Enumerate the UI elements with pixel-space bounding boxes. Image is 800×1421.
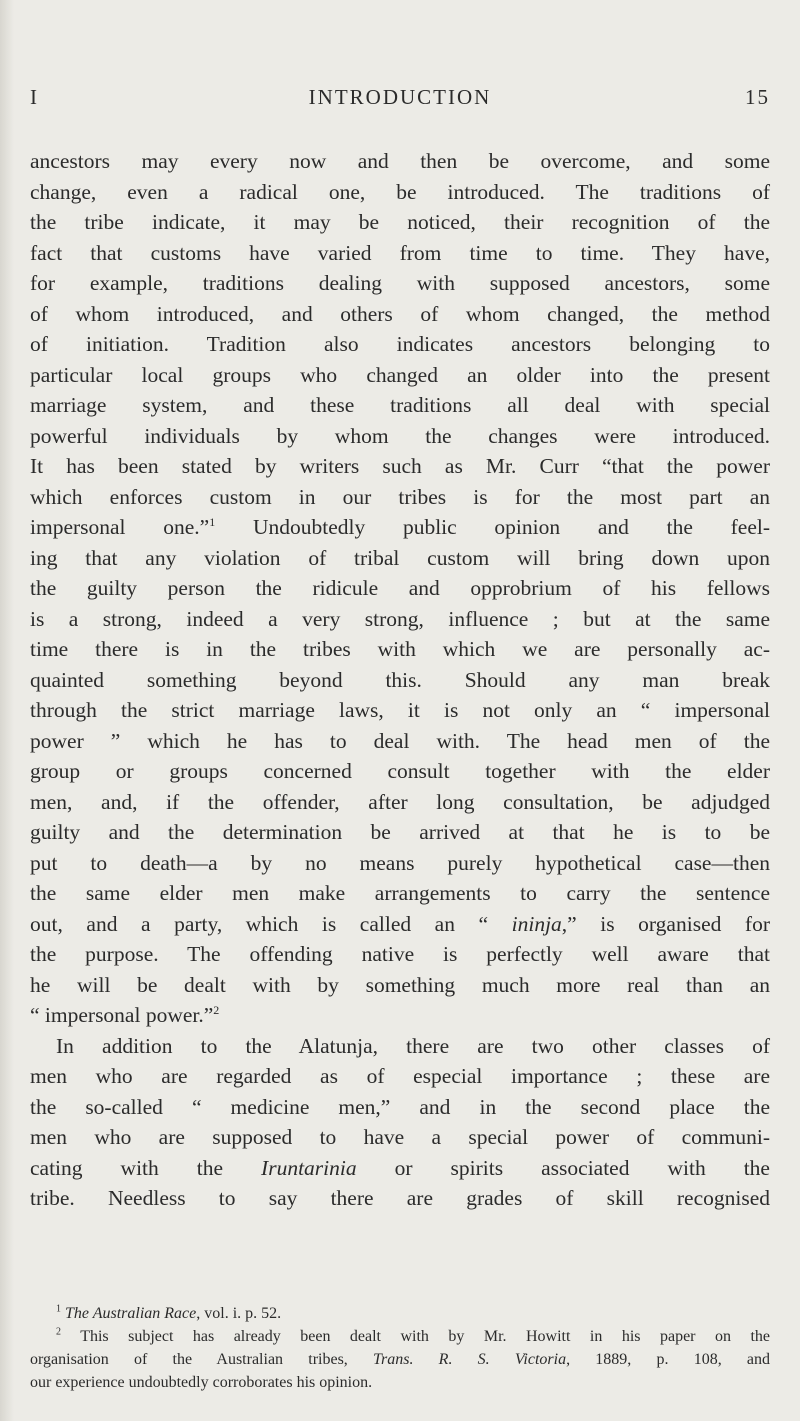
footnote-mark: 2 [56,1326,61,1338]
running-header [30,85,770,115]
footnote-ref-2: 2 [213,1002,220,1017]
text-line: quainted something beyond this. Should any man break [30,667,770,692]
text-line: powerful individuals by whom the changes were introduced. [30,423,770,448]
text-span: or spirits associated with the [356,1155,770,1180]
text-line: fact that customs have varied from time to time. They have, [30,240,770,265]
text-line: is a strong, indeed a very strong, influence ; but at the same [30,606,770,631]
text-span: cating with the [30,1155,262,1180]
text-line: the same elder men make arrangements to carry the sentence [30,881,770,905]
text-line: marriage system, and these traditions all deal with special [30,393,770,417]
text-line: of initiation. Tradition also indicates ancestors belonging to [30,332,770,356]
text-line: men, and, if the offender, after long consultation, be adjudged [30,789,770,814]
text-span: “ impersonal power.” [30,1003,214,1027]
text-span: out, and a party, which is called an “ [30,911,512,936]
footnote-title: The Australian Race [65,1305,197,1322]
text-line: tribe. Needless to say there are grades of skill recognised [30,1186,770,1210]
footnote-mark: 1 [56,1303,61,1315]
footnote-1 [30,1302,770,1325]
footnote-2-line: our experience undoubtedly corroborates his opinion. [30,1374,373,1391]
text-line: group or groups concerned consult together with the elder [30,759,770,783]
footnote-ref-1: 1 [209,514,216,529]
text-line: In addition to the Alatunja, there are two other classes of [56,1033,770,1058]
text-line [30,1153,770,1184]
text-line: of whom introduced, and others of whom changed, the method [30,301,770,326]
text-line: he will be dealt with by something much more real than an [30,972,770,997]
text-line: the guilty person the ridicule and opprobrium of his fellows [30,576,770,600]
text-span: impersonal one.” [30,515,210,539]
text-line [30,909,770,940]
text-line [30,1000,770,1031]
page-edge-shadow [0,0,14,1421]
text-line: power ” which he has to deal with. The head men of the [30,728,770,753]
text-line: men who are regarded as of especial importance ; these are [30,1064,770,1088]
text-line: ing that any violation of tribal custom will bring down upon [30,545,770,570]
footnote-2-line [30,1348,770,1371]
text-line: for example, traditions dealing with supposed ancestors, some [30,271,770,295]
text-line: the tribe indicate, it may be noticed, their recognition of the [30,210,770,234]
chapter-number: I [30,85,39,109]
body-text [30,146,770,1214]
text-line: time there is in the tribes with which we are personally ac- [30,637,770,661]
text-line: which enforces custom in our tribes is for the most part an [30,484,770,509]
text-line: put to death—a by no means purely hypothetical case—then [30,850,770,875]
footnote-text: , 1889, p. 108, and [566,1351,770,1368]
italic-term-iruntarinia: Iruntarinia [261,1155,357,1180]
page-number: 15 [745,85,770,109]
italic-term-ininja: ininja [511,911,562,936]
text-span: ,” is organised for [561,911,770,936]
text-line: change, even a radical one, be introduced. The traditions of [30,179,770,204]
text-line: through the strict marriage laws, it is not only an “ impersonal [30,698,770,722]
footnote-text: , vol. i. p. 52. [196,1305,282,1322]
footnote-journal: Trans. R. S. Victoria [373,1351,567,1368]
text-line: It has been stated by writers such as Mr. Curr “that the power [30,454,770,478]
text-line [30,512,770,543]
text-line: the so-called “ medicine men,” and in the second place the [30,1094,770,1119]
footnote-2 [30,1325,770,1348]
footnote-text: organisation of the Australian tribes, [30,1351,373,1368]
footnote-text: This subject has already been dealt with by Mr. Howitt in his paper on the [80,1328,770,1345]
text-line: the purpose. The offending native is perfectly well aware that [30,942,770,966]
text-line: ancestors may every now and then be overcome, and some [30,149,770,173]
footnotes [30,1302,770,1394]
text-line: particular local groups who changed an older into the present [30,362,770,387]
text-line: men who are supposed to have a special power of communi- [30,1125,770,1149]
text-span: Undoubtedly public opinion and the feel- [215,515,771,539]
text-line: guilty and the determination be arrived at that he is to be [30,820,770,844]
running-title: INTRODUCTION [308,85,492,109]
